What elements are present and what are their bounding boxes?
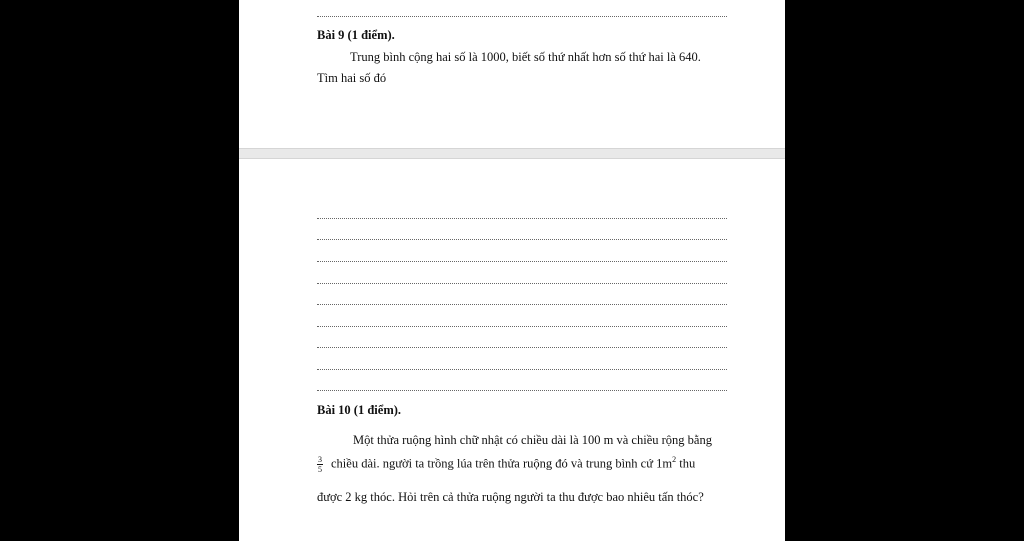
answer-dotted-line bbox=[317, 390, 727, 391]
bai10-question-line-3: được 2 kg thóc. Hỏi trên cả thửa ruộng người ta thu được bao nhiêu tấn thóc? bbox=[317, 490, 704, 504]
answer-dotted-line bbox=[317, 283, 727, 284]
fraction-three-fifths bbox=[317, 455, 323, 474]
answer-dotted-line bbox=[317, 218, 727, 219]
answer-dotted-line bbox=[317, 239, 727, 240]
bai10-heading: Bài 10 (1 điểm). bbox=[317, 403, 402, 417]
bai9-heading: Bài 9 (1 điểm). bbox=[317, 28, 395, 42]
answer-dotted-line bbox=[317, 304, 727, 305]
page-gap bbox=[239, 148, 785, 159]
bai10-line-2-text: chiều dài. người ta trồng lúa trên thửa ruộng đó và trung bình cứ 1m bbox=[331, 456, 673, 471]
document-page-2 bbox=[239, 159, 785, 541]
fraction-denominator: 5 bbox=[318, 465, 322, 474]
bai10-question-line-2 bbox=[317, 455, 695, 474]
document-page-1 bbox=[239, 0, 785, 148]
bai10-line-2-end: thu bbox=[676, 456, 696, 471]
answer-dotted-line bbox=[317, 326, 727, 327]
bai10-question-line-1: Một thửa ruộng hình chữ nhật có chiều dài là 100 m và chiều rộng bằng bbox=[353, 433, 712, 447]
square-superscript: 2 bbox=[672, 455, 677, 465]
fraction-numerator: 3 bbox=[318, 455, 322, 464]
answer-dotted-line bbox=[317, 261, 727, 262]
answer-dotted-line bbox=[317, 16, 727, 17]
answer-dotted-line bbox=[317, 347, 727, 348]
bai9-question-line-2: Tìm hai số đó bbox=[317, 71, 387, 85]
answer-dotted-line bbox=[317, 369, 727, 370]
bai9-question-line-1: Trung bình cộng hai số là 1000, biết số thứ nhất hơn số thứ hai là 640. bbox=[350, 50, 701, 64]
